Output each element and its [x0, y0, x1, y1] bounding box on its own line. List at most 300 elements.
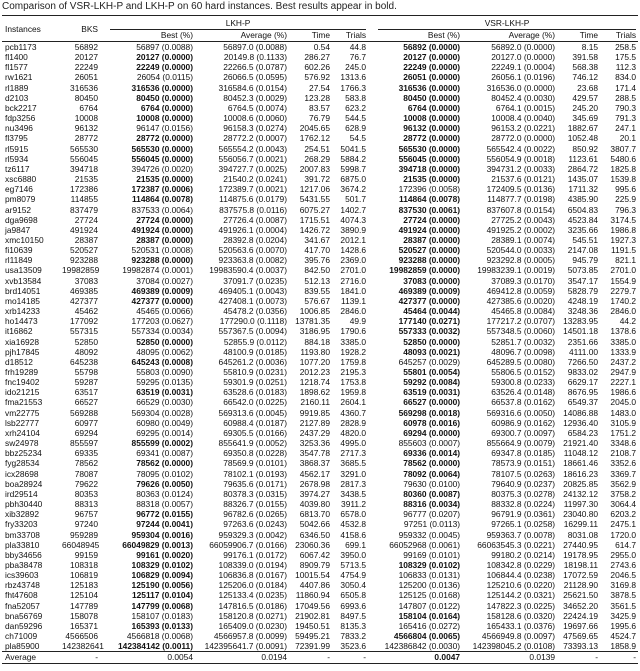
cell-lkh-trials: 1139.1 [341, 295, 367, 306]
cell-instance: xvb13584 [5, 275, 42, 286]
cell-lkh-time: 3547.78 [299, 448, 330, 459]
cell-vsr-average: 557348.5 (0.0060) [486, 326, 556, 337]
cell-vsr-time: 21128.90 [563, 580, 599, 591]
best-value-bold: 69336 (0.0014) [403, 448, 461, 459]
cell-instance: lsb22777 [5, 417, 39, 428]
table-row [2, 418, 638, 428]
cell-vsr-average: 21537.6 (0.0121) [491, 174, 556, 185]
table-row [2, 357, 638, 367]
cell-lkh-best [100, 570, 195, 580]
cell-vsr-average: 37089.3 (0.0170) [491, 275, 556, 286]
results-table [2, 15, 638, 664]
cell-vsr-average: 59300.8 (0.0233) [491, 377, 556, 388]
cell-vsr-best: 125200 (0.0136) [398, 580, 461, 591]
best-value-bold: 569298 (0.0018) [398, 407, 461, 418]
cell-lkh-time: 2678.98 [299, 478, 330, 489]
cell-vsr-best: 172396 (0.0058) [398, 184, 461, 195]
cell-lkh-trials: 49.9 [349, 316, 367, 327]
cell-vsr-average: 96791.9 (0.0361) [491, 509, 556, 520]
cell-lkh-trials: 1766.3 [340, 82, 367, 93]
cell-lkh-best [100, 52, 195, 62]
cell-instance: rl5915 [5, 143, 29, 154]
cell-lkh-best: 19982874 (0.0001) [122, 265, 193, 276]
table-row [2, 103, 638, 113]
cell-vsr-average: 99180.2 (0.0214) [491, 549, 556, 560]
cell-vsr-average: 556054.9 (0.0018) [486, 153, 556, 164]
best-value-bold: 28772 (0.0000) [403, 133, 461, 144]
cell-vsr-time: 11048.12 [563, 448, 599, 459]
cell-vsr-time: 23040.80 [563, 509, 599, 520]
cell-vsr-trials: 288.5 [615, 92, 637, 103]
table-row [2, 337, 638, 347]
cell-lkh-time: 1898.62 [299, 387, 330, 398]
header-vsr-best: Best (%) [427, 30, 461, 40]
best-value-bold: 427377 (0.0000) [131, 295, 193, 306]
cell-vsr-best: 125125 (0.0168) [398, 590, 461, 601]
cell-vsr-time: 18616.23 [563, 468, 599, 479]
cell-vsr-time: 19178.95 [563, 549, 599, 560]
best-value-bold: 108329 (0.0102) [131, 559, 193, 570]
cell-lkh-best: 394726 (0.0020) [131, 163, 193, 174]
cell-vsr-time: 3235.66 [567, 224, 599, 235]
cell-vsr-time: 2864.72 [567, 163, 599, 174]
cell-vsr-time: 1435.07 [567, 174, 599, 185]
cell-bks: 97240 [74, 519, 98, 530]
best-value-bold: 63519 (0.0031) [136, 387, 193, 398]
cell-vsr-average: 22249.1 (0.0004) [491, 62, 556, 73]
cell-lkh-average: 26066.5 (0.0595) [223, 72, 287, 83]
cell-lkh-trials: 4532.8 [340, 519, 367, 530]
cell-vsr-trials: 2743.6 [610, 559, 637, 570]
cell-vsr-average: 19983239.1 (0.0019) [477, 265, 556, 276]
cell-lkh-average: 959329.3 (0.0042) [218, 529, 287, 540]
cell-vsr-trials: 614.7 [615, 539, 637, 550]
cell-instance: bbz25234 [5, 448, 42, 459]
cell-lkh-best: 69341 (0.0087) [136, 448, 193, 459]
best-value-bold: 316536 (0.0000) [131, 82, 193, 93]
cell-bks: 37083 [74, 275, 98, 286]
cell-vsr-average: 177217.2 (0.0707) [486, 316, 556, 327]
best-value-bold: 20127 (0.0000) [136, 52, 193, 63]
cell-vsr-average: 97265.1 (0.0258) [491, 519, 556, 530]
cell-instance: boa28924 [5, 478, 43, 489]
cell-vsr-trials: 3064.4 [610, 499, 637, 510]
best-value-bold: 27724 (0.0000) [136, 214, 193, 225]
cell-lkh-best: 78095 (0.0102) [136, 468, 193, 479]
cell-vsr-average: 923292.8 (0.0005) [486, 255, 556, 266]
cell-lkh-average: 855641.9 (0.0052) [218, 438, 287, 449]
cell-instance: rl1889 [5, 82, 29, 93]
cell-vsr-time: 8.15 [581, 42, 599, 52]
best-value-bold: 142384142 (0.0011) [118, 641, 193, 652]
cell-vsr-best: 79630 (0.0100) [403, 478, 461, 489]
cell-lkh-time: 11860.94 [295, 590, 330, 601]
cell-lkh-best [100, 215, 195, 225]
cell-vsr-time: 25621.50 [563, 590, 599, 601]
cell-bks: 172386 [70, 184, 98, 195]
cell-bks: 125183 [70, 580, 98, 591]
group-label-lkh: LKH-P [110, 17, 366, 30]
table-row [2, 154, 638, 164]
table-row [2, 509, 638, 519]
cell-instance: bm33708 [5, 529, 40, 540]
cell-instance: fry33203 [5, 519, 38, 530]
cell-instance: xib32892 [5, 509, 39, 520]
cell-vsr-best [368, 408, 462, 418]
cell-vsr-average: 96153.2 (0.0221) [491, 123, 556, 134]
cell-bks: 10008 [74, 113, 98, 124]
cell-vsr-best [368, 296, 462, 306]
table-row [2, 286, 638, 296]
cell-vsr-best: 97251 (0.0113) [403, 519, 461, 530]
table-row [2, 387, 638, 397]
cell-instance: xsc6880 [5, 174, 37, 185]
best-value-bold: 556045 (0.0000) [398, 153, 461, 164]
cell-lkh-time: 602.26 [304, 62, 330, 73]
cell-instance: bna56769 [5, 610, 43, 621]
cell-lkh-time: 576.67 [304, 295, 330, 306]
cell-bks: 80450 [74, 92, 98, 103]
best-value-bold: 427377 (0.0000) [398, 295, 461, 306]
cell-lkh-trials: 5041.5 [340, 143, 367, 154]
cell-vsr-best [368, 52, 462, 62]
table-row [2, 225, 638, 235]
cell-vsr-trials: 1986.8 [610, 224, 637, 235]
table-row [2, 174, 638, 184]
cell-vsr-best: 96777 (0.0207) [403, 509, 461, 520]
cell-instance: brd14051 [5, 285, 41, 296]
cell-lkh-time: 1762.12 [299, 133, 330, 144]
cell-bks: 69294 [74, 427, 98, 438]
cell-lkh-best: 837533 (0.0064) [131, 204, 193, 215]
cell-lkh-time: 3186.95 [299, 326, 330, 337]
cell-vsr-average: 108342.8 (0.0229) [486, 559, 556, 570]
cell-vsr-best [368, 397, 462, 407]
cell-lkh-best: 37084 (0.0027) [136, 275, 193, 286]
cell-vsr-time: 1711.32 [568, 184, 599, 195]
cell-lkh-best [100, 235, 195, 245]
cell-lkh-best [100, 296, 195, 306]
cell-bks: 923288 [70, 255, 98, 266]
cell-lkh-time: 391.72 [304, 174, 330, 185]
cell-lkh-trials: 3674.2 [340, 184, 367, 195]
best-value-bold: 565530 (0.0000) [131, 143, 193, 154]
cell-bks: 106819 [70, 570, 98, 581]
cell-vsr-time: 12936.40 [563, 417, 599, 428]
cell-lkh-trials: 3523.6 [340, 641, 367, 652]
best-value-bold: 52850 (0.0000) [136, 336, 193, 347]
cell-lkh-time: 341.67 [304, 234, 330, 245]
cell-vsr-average: 165433.1 (0.0376) [486, 620, 556, 631]
cell-vsr-trials: 225.9 [615, 194, 637, 205]
cell-bks: 52850 [74, 336, 98, 347]
cell-bks: 491924 [70, 224, 98, 235]
cell-vsr-best: 645257 (0.0029) [398, 356, 461, 367]
cell-vsr-average: 158128.6 (0.0320) [486, 610, 556, 621]
cell-vsr-time: 22424.19 [563, 610, 599, 621]
best-value-bold: 45464 (0.0044) [403, 306, 461, 317]
cell-vsr-best [368, 144, 462, 154]
cell-vsr-best: 106833 (0.0131) [398, 570, 461, 581]
cell-lkh-trials: 54.5 [349, 133, 367, 144]
best-value-bold: 99161 (0.0020) [136, 549, 193, 560]
cell-instance: bck2217 [5, 102, 37, 113]
header-bks: BKS [81, 24, 98, 34]
cell-vsr-time: 27440.95 [563, 539, 599, 550]
cell-lkh-trials: 699.1 [345, 539, 367, 550]
cell-bks: 45462 [74, 306, 98, 317]
best-value-bold: 4566804 (0.0065) [393, 631, 461, 642]
header-lkh-trials: Trials [345, 30, 367, 40]
cell-lkh-time: 1715.51 [299, 214, 330, 225]
cell-bks: 59287 [74, 377, 98, 388]
header-lkh-time: Time [311, 30, 330, 40]
cell-vsr-average: 56892.0 (0.0000) [491, 42, 556, 52]
cell-vsr-best [368, 347, 462, 357]
best-value-bold: 69294 (0.0000) [403, 427, 461, 438]
cell-instance: rl11849 [5, 255, 33, 266]
cell-lkh-time: 6346.50 [299, 529, 330, 540]
cell-vsr-trials: 821.1 [615, 255, 637, 266]
cell-bks: 556045 [70, 153, 98, 164]
cell-vsr-trials: 2227.1 [610, 377, 637, 388]
cell-instance: xrh24104 [5, 427, 40, 438]
best-value-bold: 21535 (0.0000) [403, 174, 461, 185]
best-value-bold: 394718 (0.0000) [398, 163, 461, 174]
cell-bks: 69335 [74, 448, 98, 459]
cell-lkh-trials: 544.5 [345, 113, 367, 124]
cell-lkh-time: 19450.51 [295, 620, 330, 631]
cell-lkh-trials: 3890.9 [340, 224, 367, 235]
best-value-bold: 79626 (0.0050) [136, 478, 193, 489]
cell-instance: eg7146 [5, 184, 33, 195]
cell-instance: tz6117 [5, 163, 30, 174]
cell-vsr-best [368, 306, 462, 316]
cell-lkh-time: 839.55 [304, 285, 330, 296]
table-row [2, 479, 638, 489]
table-row [2, 397, 638, 407]
cell-instance: pba38478 [5, 559, 43, 570]
cell-lkh-trials: 4820.0 [340, 427, 367, 438]
cell-lkh-trials: 1313.6 [340, 72, 367, 83]
cell-vsr-trials: 1825.8 [610, 163, 637, 174]
cell-vsr-trials: 3369.7 [610, 468, 637, 479]
table-row [2, 540, 638, 550]
cell-lkh-best: 55803 (0.0090) [136, 367, 193, 377]
cell-instance: dga9698 [5, 214, 38, 225]
cell-lkh-average: 55810.9 (0.0231) [223, 367, 287, 377]
cell-lkh-trials: 3911.2 [341, 499, 367, 510]
best-value-bold: 28387 (0.0000) [403, 234, 461, 245]
cell-vsr-average: 147822.3 (0.0225) [486, 600, 556, 611]
cell-vsr-best [368, 245, 462, 255]
cell-instance: pjh17845 [5, 346, 40, 357]
cell-vsr-trials: 1539.8 [610, 174, 637, 185]
cell-lkh-trials: 2701.0 [340, 265, 367, 276]
cell-lkh-average: 108339.0 (0.0194) [218, 559, 287, 570]
cell-vsr-average: 45465.8 (0.0084) [491, 306, 556, 317]
cell-instance: fyg28534 [5, 458, 40, 469]
cell-vsr-average: 80452.4 (0.0030) [491, 92, 556, 103]
header-vsr-trials: Trials [615, 30, 637, 40]
cell-vsr-average: 79640.9 (0.0237) [491, 478, 556, 489]
cell-vsr-best [368, 387, 462, 397]
cell-lkh-best [100, 184, 195, 194]
cell-bks: 99159 [74, 549, 98, 560]
cell-vsr-best [368, 194, 462, 204]
cell-bks: 78087 [74, 468, 98, 479]
cell-vsr-time: 18661.46 [563, 458, 599, 469]
cell-vsr-average: 52851.7 (0.0032) [491, 336, 556, 347]
cell-lkh-best [100, 601, 195, 611]
cell-lkh-time: 2045.65 [299, 123, 330, 134]
cell-vsr-trials: 2437.2 [610, 356, 637, 367]
table-row [2, 580, 638, 590]
cell-vsr-best: 959332 (0.0045) [398, 529, 461, 540]
cell-vsr-best [368, 174, 462, 184]
cell-vsr-trials: 1927.3 [610, 234, 637, 245]
cell-vsr-trials: 791.3 [615, 113, 637, 124]
cell-lkh-time: 72391.99 [295, 641, 330, 652]
cell-vsr-trials: 3878.5 [610, 590, 637, 601]
best-value-bold: 80450 (0.0000) [403, 92, 461, 103]
cell-instance: ics39603 [5, 570, 39, 581]
cell-lkh-average: 569313.6 (0.0045) [218, 407, 287, 418]
cell-bks: 27724 [74, 214, 98, 225]
table-row [2, 235, 638, 245]
cell-vsr-time: 6584.23 [567, 427, 599, 438]
cell-vsr-best [368, 418, 462, 428]
table-row [2, 245, 638, 255]
cell-lkh-time: 2012.23 [299, 367, 330, 377]
cell-vsr-best [368, 205, 462, 215]
cell-lkh-time: 1077.20 [299, 356, 330, 367]
cell-lkh-average: 99176.1 (0.0172) [223, 549, 287, 560]
cell-vsr-average: 855664.9 (0.0079) [486, 438, 556, 449]
best-value-bold: 21535 (0.0000) [136, 174, 193, 185]
cell-vsr-time: 11997.30 [563, 499, 599, 510]
cell-vsr-average: 837607.8 (0.0154) [486, 204, 556, 215]
cell-lkh-average: 165409.0 (0.0230) [218, 620, 287, 631]
cell-bks: 80353 [74, 488, 98, 499]
cell-vsr-average: 569316.6 (0.0050) [486, 407, 556, 418]
cell-lkh-best: 26054 (0.0115) [136, 72, 193, 83]
cell-lkh-best [100, 133, 195, 143]
cell-vsr-best [368, 72, 462, 82]
cell-instance: pla85900 [5, 641, 40, 652]
cell-lkh-average: 88326.7 (0.0155) [223, 499, 287, 510]
cell-lkh-average: 96158.3 (0.0274) [223, 123, 287, 134]
cell-lkh-average: 172389.7 (0.0021) [218, 184, 287, 195]
cell-lkh-average: 125133.4 (0.0235) [218, 590, 287, 601]
cell-vsr-trials: 2046.5 [610, 570, 637, 581]
cell-vsr-time: 8676.95 [567, 387, 599, 398]
cell-vsr-average: 0.0139 [462, 652, 557, 663]
best-value-bold: 20127 (0.0000) [403, 52, 461, 63]
cell-instance: usa13509 [5, 265, 42, 276]
cell-lkh-time: 3868.37 [299, 458, 330, 469]
table-row [2, 164, 638, 174]
table-row [2, 641, 638, 652]
header-group-vsr [368, 16, 638, 31]
best-value-bold: 114864 (0.0078) [131, 194, 193, 205]
cell-lkh-average: 427408.1 (0.0073) [218, 295, 287, 306]
table-row [2, 428, 638, 438]
cell-bks: 645238 [70, 356, 98, 367]
cell-vsr-best [368, 215, 462, 225]
cell-vsr-average: 55806.5 (0.0152) [491, 367, 556, 377]
cell-vsr-time: 19697.66 [563, 620, 599, 631]
cell-lkh-best [100, 387, 195, 397]
cell-vsr-trials: 1858.9 [610, 641, 637, 652]
cell-instance: fi10639 [5, 245, 33, 256]
cell-bks: - [62, 652, 100, 663]
best-value-bold: 96772 (0.0155) [136, 509, 193, 520]
cell-lkh-best: 158107 (0.0183) [131, 610, 193, 621]
cell-vsr-trials: 3425.9 [610, 610, 637, 621]
best-value-bold: 837530 (0.0061) [398, 204, 461, 215]
cell-instance: ch71009 [5, 631, 38, 642]
cell-vsr-average: 27725.2 (0.0043) [491, 214, 556, 225]
cell-lkh-best [100, 255, 195, 265]
cell-lkh-average: 556056.7 (0.0021) [218, 153, 287, 164]
cell-lkh-best: 4566818 (0.0068) [126, 631, 193, 642]
cell-lkh-trials: 1753.8 [340, 377, 367, 388]
best-value-bold: 37083 (0.0000) [403, 275, 461, 286]
cell-bks: 108318 [70, 559, 98, 570]
cell-vsr-average: 78573.9 (0.0151) [491, 458, 556, 469]
cell-bks: 125104 [70, 590, 98, 601]
best-value-bold: 80360 (0.0087) [403, 488, 461, 499]
table-row [2, 93, 638, 103]
cell-lkh-average: 557367.5 (0.0094) [218, 326, 287, 337]
table-row [2, 306, 638, 316]
header-lkh-best: Best (%) [160, 30, 193, 40]
cell-vsr-time: 945.79 [572, 255, 599, 266]
header-vsr-time: Time [579, 30, 599, 40]
cell-vsr-time: 16299.11 [563, 519, 599, 530]
cell-lkh-time: 512.13 [304, 275, 330, 286]
cell-instance: fl1577 [5, 62, 28, 73]
cell-lkh-average: 645261.2 (0.0036) [218, 356, 287, 367]
best-value-bold: 26051 (0.0000) [403, 72, 461, 83]
cell-vsr-time: 17072.59 [563, 570, 599, 581]
cell-vsr-best [368, 560, 462, 570]
table-row [2, 52, 638, 62]
cell-lkh-best: 48095 (0.0062) [136, 346, 193, 357]
best-value-bold: 96132 (0.0000) [403, 123, 461, 134]
cell-lkh-trials: 2828.9 [340, 417, 367, 428]
cell-lkh-trials: 5884.2 [340, 153, 367, 164]
cell-lkh-average: 56897.0 (0.0088) [223, 42, 287, 52]
cell-lkh-time: 5042.66 [299, 519, 330, 530]
table-row [2, 42, 638, 53]
table-row [2, 560, 638, 570]
cell-lkh-trials: 6875.0 [340, 174, 367, 185]
cell-vsr-time: 21921.40 [563, 438, 599, 449]
cell-vsr-average: 26056.1 (0.0196) [491, 72, 556, 83]
cell-lkh-average: 142395641.7 (0.0091) [204, 641, 287, 652]
cell-vsr-best [368, 652, 462, 663]
cell-vsr-average: 565542.4 (0.0022) [486, 143, 556, 154]
cell-bks: 22249 [74, 62, 98, 73]
cell-vsr-average: 520544.0 (0.0033) [486, 245, 556, 256]
cell-lkh-trials: 245.0 [345, 62, 367, 73]
cell-instance: rw1621 [5, 72, 33, 83]
table-row [2, 519, 638, 529]
cell-lkh-best [100, 103, 195, 113]
cell-lkh-best: 45465 (0.0066) [136, 306, 193, 317]
